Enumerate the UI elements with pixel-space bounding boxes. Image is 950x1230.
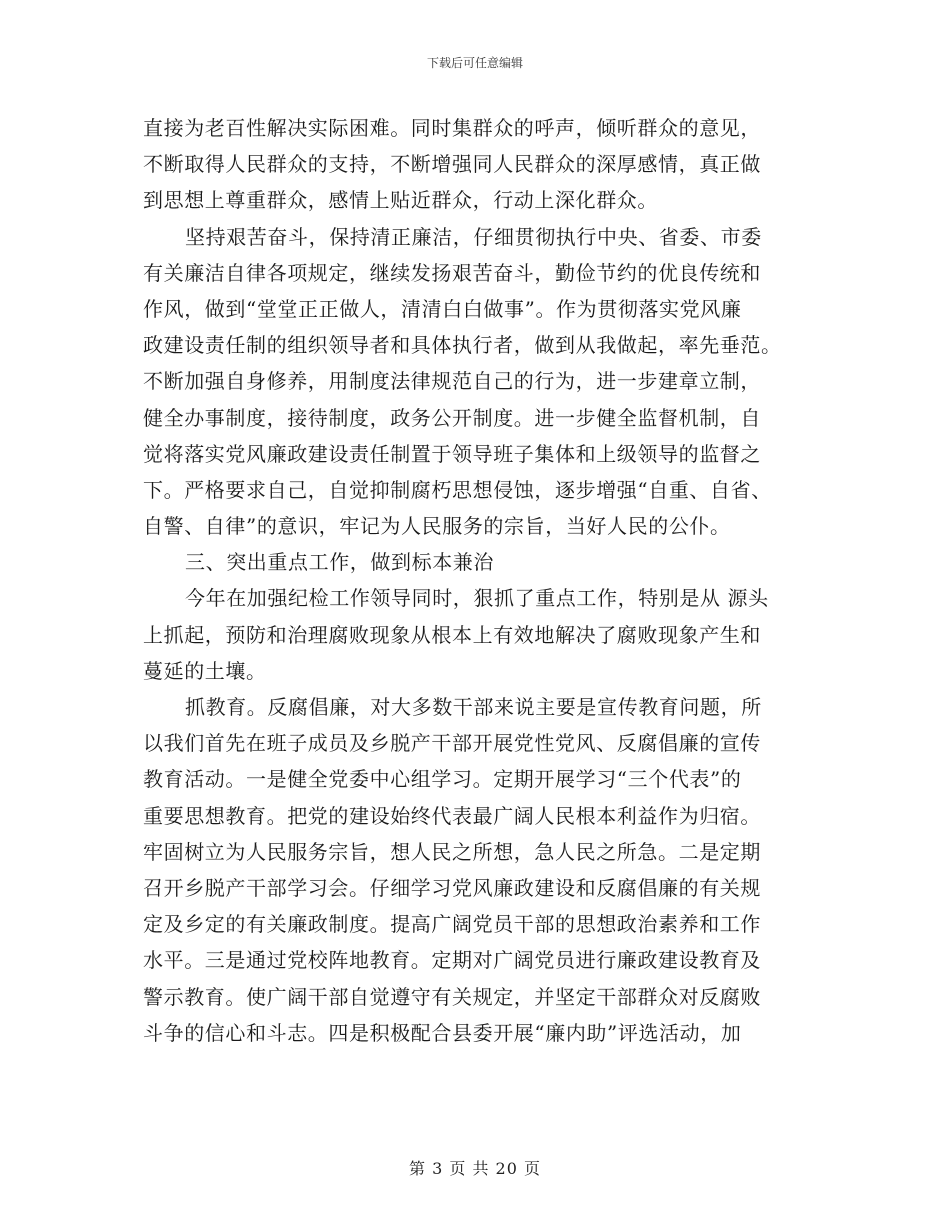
text-line: 到思想上尊重群众，感情上贴近群众，行动上深化群众。 (143, 188, 658, 213)
text-line: 健全办事制度，接待制度，政务公开制度。进一步健全监督机制，自 (143, 405, 761, 430)
text-line: 作风，做到“堂堂正正做人，清清白白做事”。作为贯彻落实党风廉 (143, 296, 742, 321)
page-number-footer: 第 3 页 共 20 页 (409, 1159, 541, 1178)
text-line: 重要思想教育。把党的建设始终代表最广阔人民根本利益作为归宿。 (143, 803, 761, 828)
text-line: 政建设责任制的组织领导者和具体执行者，做到从我做起，率先垂范。 (143, 333, 782, 358)
document-body (143, 110, 808, 1051)
text-line: 不断取得人民群众的支持，不断增强同人民群众的深厚感情，真正做 (143, 152, 761, 177)
text-line: 召开乡脱产干部学习会。仔细学习党风廉政建设和反腐倡廉的有关规 (143, 875, 761, 900)
page-header: 下载后可任意编辑 (426, 56, 523, 70)
text-line: 直接为老百性解决实际困难。同时集群众的呼声，倾听群众的意见， (143, 116, 761, 140)
text-line: 下。严格要求自己，自觉抑制腐朽思想侵蚀，逐步增强“自重、自省、 (143, 477, 772, 502)
text-line: 斗争的信心和斗志。四是积极配合县委开展“廉内助”评选活动，加 (143, 1020, 742, 1045)
text-line: 水平。三是通过党校阵地教育。定期对广阔党员进行廉政建设教育及 (143, 948, 761, 973)
text-line: 上抓起，预防和治理腐败现象从根本上有效地解决了腐败现象产生和 (143, 622, 761, 647)
text-line: 蔓延的土壤。 (143, 658, 267, 683)
paragraph-start-line: 坚持艰苦奋斗，保持清正廉洁，仔细贯彻执行中央、省委、市委 (185, 224, 762, 249)
text-line: 以我们首先在班子成员及乡脱产干部开展党性党风、反腐倡廉的宣传 (143, 731, 761, 756)
text-line: 不断加强自身修养，用制度法律规范自己的行为，进一步建章立制， (143, 369, 761, 394)
text-line: 牢固树立为人民服务宗旨，想人民之所想，急人民之所急。二是定期 (143, 839, 761, 864)
text-line: 有关廉洁自律各项规定，继续发扬艰苦奋斗，勤俭节约的优良传统和 (143, 260, 761, 285)
paragraph-start-line: 今年在加强纪检工作领导同时，狠抓了重点工作，特别是从 源头 (185, 586, 769, 611)
text-line: 教育活动。一是健全党委中心组学习。定期开展学习“三个代表”的 (143, 767, 742, 792)
paragraph-start-line: 抓教育。反腐倡廉，对大多数干部来说主要是宣传教育问题，所 (185, 695, 762, 719)
text-line: 定及乡定的有关廉政制度。提高广阔党员干部的思想政治素养和工作 (143, 912, 761, 937)
text-line: 自警、自律”的意识，牢记为人民服务的宗旨，当好人民的公仆。 (143, 514, 731, 539)
text-line: 觉将落实党风廉政建设责任制置于领导班子集体和上级领导的监督之 (143, 441, 761, 466)
section-heading: 三、突出重点工作，做到标本兼治 (185, 550, 494, 575)
text-line: 警示教育。使广阔干部自觉遵守有关规定，并坚定干部群众对反腐败 (143, 984, 761, 1009)
